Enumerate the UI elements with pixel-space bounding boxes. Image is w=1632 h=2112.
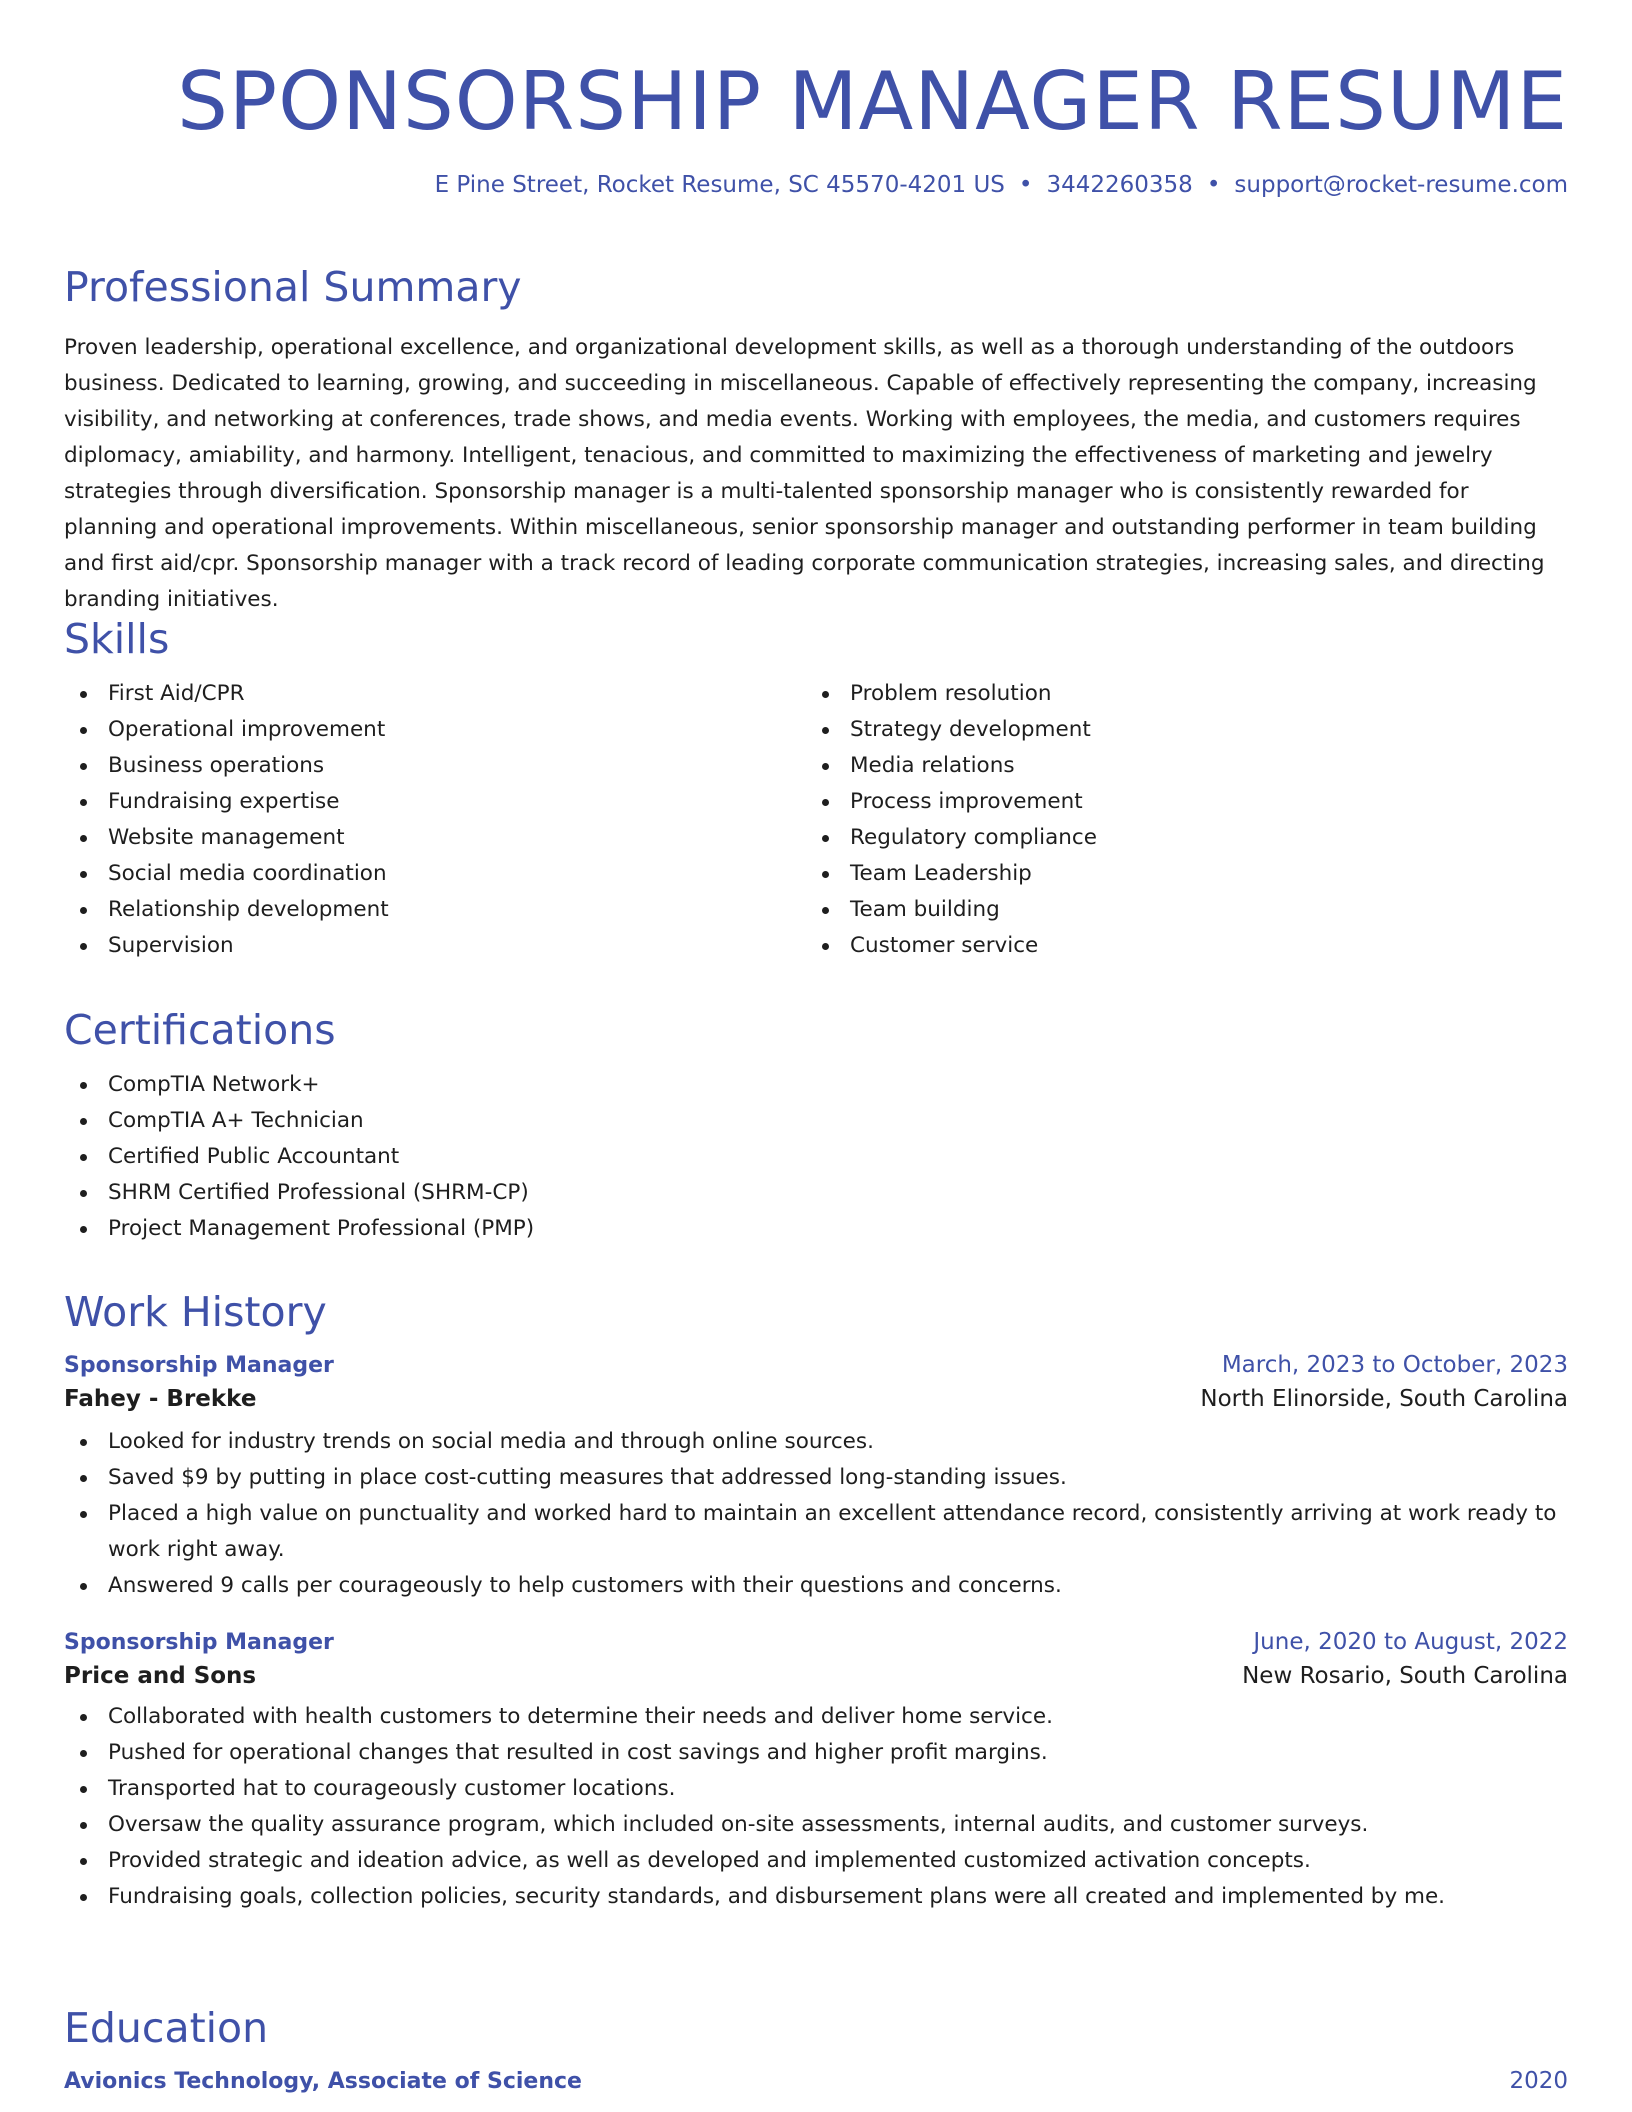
job-dates: March, 2023 to October, 2023 [1221,1352,1568,1378]
education-section [64,2003,1568,2098]
skill-item: Business operations [64,748,806,784]
job-bullet: Collaborated with health customers to determine their needs and deliver home service. [64,1699,1568,1735]
job-company: Price and Sons [64,1663,257,1689]
job-bullet: Looked for industry trends on social media and through online sources. [64,1424,1568,1460]
skill-item: Problem resolution [806,676,1548,712]
education-heading: Education [64,2004,269,2052]
certifications-heading: Certifications [64,1006,336,1054]
skill-item: Relationship development [64,892,806,928]
skill-item: Team building [806,892,1548,928]
job-bullets [64,1424,1568,1604]
skill-item: Social media coordination [64,856,806,892]
skill-item: Regulatory compliance [806,820,1548,856]
work-history-section [64,1287,1568,1915]
skills-section [64,614,1568,964]
job-company: Fahey - Brekke [64,1386,257,1412]
contact-separator: • [1206,172,1221,198]
resume-title: SPONSORSHIP MANAGER RESUME [177,55,1568,148]
skills-list-right [806,676,1548,964]
certifications-section [64,1005,1568,1247]
certification-item: Project Management Professional (PMP) [64,1211,1568,1247]
education-entry [64,2065,1568,2098]
contact-address: E Pine Street, Rocket Resume, SC 45570-4201 US [434,172,1005,198]
skill-item: Process improvement [806,784,1548,820]
summary-text: Proven leadership, operational excellence, and organizational development skills, as well as a thorough understanding of the outdoors business. Dedicated to learning, growing, and succeeding in miscellaneous. Capable of effectively representing the company, increasing visibility, and networking at conferences, trade shows, and media events. Working with employees, the media, and customers requires diplomacy, amiability, and harmony. Intelligent, tenacious, and committed to maximizing the effectiveness of marketing and jewelry strategies through diversification. Sponsorship manager is a multi-talented sponsorship manager who is consistently rewarded for planning and operational improvements. Within miscellaneous, senior sponsorship manager and outstanding performer in team building and first aid/cpr. Sponsorship manager with a track record of leading corporate communication strategies, increasing sales, and directing branding initiatives. [64,335,1545,612]
summary-heading: Professional Summary [64,263,522,311]
education-degree: Avionics Technology, Associate of Science [64,2069,582,2094]
job-bullet: Answered 9 calls per courageously to help customers with their questions and concerns. [64,1568,1568,1604]
certifications-list [64,1067,1568,1247]
skill-item: Fundraising expertise [64,784,806,820]
contact-email[interactable]: support@rocket-resume.com [1234,172,1568,198]
resume-page [64,0,1568,2094]
job-entry [64,1626,1568,1915]
skill-item: First Aid/CPR [64,676,806,712]
contact-separator: • [1018,172,1033,198]
skill-item: Team Leadership [806,856,1548,892]
certification-item: SHRM Certified Professional (SHRM-CP) [64,1175,1568,1211]
skill-item: Strategy development [806,712,1548,748]
job-bullet: Oversaw the quality assurance program, which included on-site assessments, internal audits, and customer surveys. [64,1807,1568,1843]
job-entry [64,1349,1568,1604]
work-history-heading: Work History [64,1288,327,1336]
job-bullet: Transported hat to courageously customer locations. [64,1771,1568,1807]
job-bullets [64,1699,1568,1915]
job-title: Sponsorship Manager [64,1630,334,1655]
contact-phone[interactable]: 3442260358 [1046,172,1193,198]
skills-heading: Skills [64,615,170,663]
contact-line [64,170,1568,200]
job-title: Sponsorship Manager [64,1353,334,1378]
job-bullet: Placed a high value on punctuality and worked hard to maintain an excellent attendance record, consistently arriving at work ready to work right away. [64,1496,1568,1568]
skill-item: Customer service [806,928,1548,964]
skill-item: Operational improvement [64,712,806,748]
skill-item: Supervision [64,928,806,964]
job-dates: June, 2020 to August, 2022 [1253,1629,1568,1655]
skills-list-left [64,676,806,964]
skill-item: Website management [64,820,806,856]
skill-item: Media relations [806,748,1548,784]
job-location: North Elinorside, South Carolina [1200,1386,1568,1412]
certification-item: CompTIA A+ Technician [64,1103,1568,1139]
job-bullet: Pushed for operational changes that resulted in cost savings and higher profit margins. [64,1735,1568,1771]
certification-item: CompTIA Network+ [64,1067,1568,1103]
job-bullet: Fundraising goals, collection policies, security standards, and disbursement plans were all created and implemented by me. [64,1879,1568,1915]
job-bullet: Saved $9 by putting in place cost-cutting measures that addressed long-standing issues. [64,1460,1568,1496]
certification-item: Certified Public Accountant [64,1139,1568,1175]
summary-section [64,262,1568,618]
job-bullet: Provided strategic and ideation advice, as well as developed and implemented customized activation concepts. [64,1843,1568,1879]
education-year: 2020 [1509,2068,1568,2094]
job-location: New Rosario, South Carolina [1242,1663,1568,1689]
